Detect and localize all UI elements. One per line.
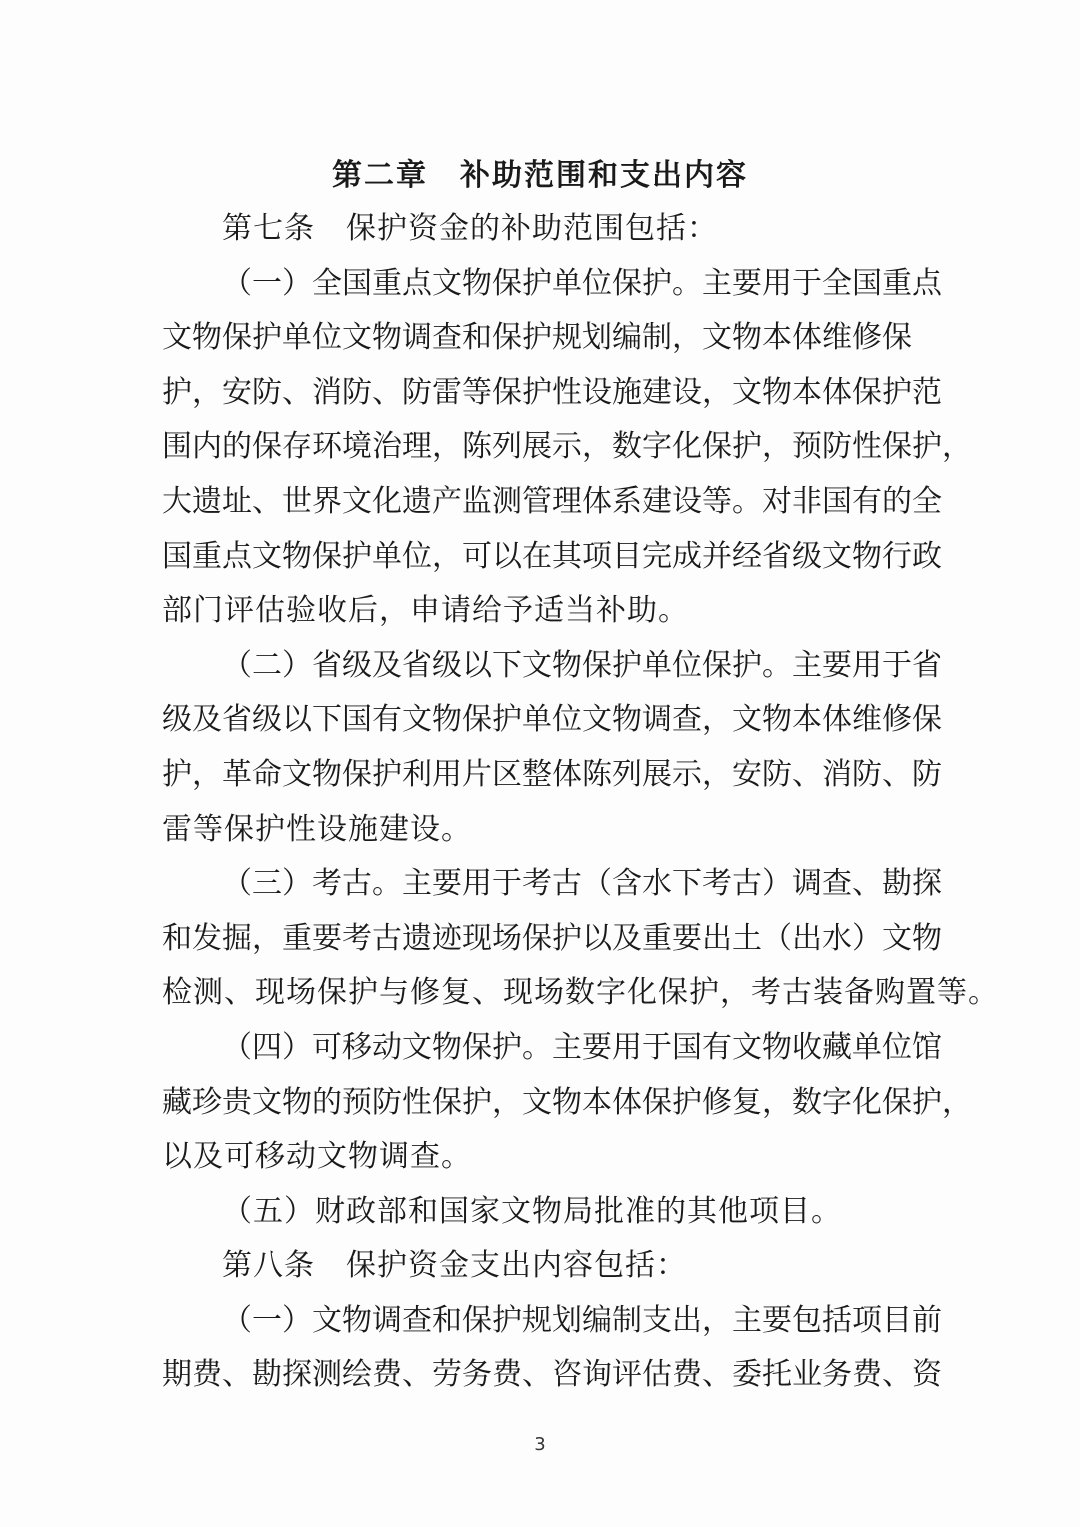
text-line: 大遗址、世界文化遗产监测管理体系建设等。对非国有的全 <box>162 483 942 519</box>
chapter-title: 第二章 补助范围和支出内容 <box>332 158 748 193</box>
text-line: 第八条 保护资金支出内容包括： <box>222 1248 687 1284</box>
text-line: 期费、勘探测绘费、劳务费、咨询评估费、委托业务费、资 <box>162 1357 942 1393</box>
text-line: 国重点文物保护单位，可以在其项目完成并经省级文物行政 <box>162 538 942 574</box>
text-line: （五）财政部和国家文物局批准的其他项目。 <box>222 1193 842 1229</box>
page-number: 3 <box>534 1434 546 1455</box>
document-body <box>162 202 999 1403</box>
text-line: 护，安防、消防、防雷等保护性设施建设，文物本体保护范 <box>162 374 942 410</box>
text-line: （一）文物调查和保护规划编制支出，主要包括项目前 <box>222 1302 942 1338</box>
text-line: 围内的保存环境治理，陈列展示，数字化保护，预防性保护， <box>162 429 972 465</box>
text-line: （一）全国重点文物保护单位保护。主要用于全国重点 <box>222 265 942 301</box>
text-line: （二）省级及省级以下文物保护单位保护。主要用于省 <box>222 647 942 683</box>
text-line: （四）可移动文物保护。主要用于国有文物收藏单位馆 <box>222 1029 942 1065</box>
text-line: 检测、现场保护与修复、现场数字化保护，考古装备购置等。 <box>162 975 999 1011</box>
text-line: 以及可移动文物调查。 <box>162 1139 472 1175</box>
text-line: 部门评估验收后，申请给予适当补助。 <box>162 593 689 629</box>
text-line: 文物保护单位文物调查和保护规划编制，文物本体维修保 <box>162 320 912 356</box>
text-line: 第七条 保护资金的补助范围包括： <box>222 211 718 246</box>
text-line: 和发掘，重要考古遗迹现场保护以及重要出土（出水）文物 <box>162 920 942 956</box>
text-line: 级及省级以下国有文物保护单位文物调查，文物本体维修保 <box>162 702 942 738</box>
text-line: （三）考古。主要用于考古（含水下考古）调查、勘探 <box>222 866 942 902</box>
text-line: 雷等保护性设施建设。 <box>162 811 472 847</box>
text-line: 藏珍贵文物的预防性保护，文物本体保护修复，数字化保护， <box>162 1084 972 1120</box>
text-line: 护，革命文物保护利用片区整体陈列展示，安防、消防、防 <box>162 756 942 792</box>
